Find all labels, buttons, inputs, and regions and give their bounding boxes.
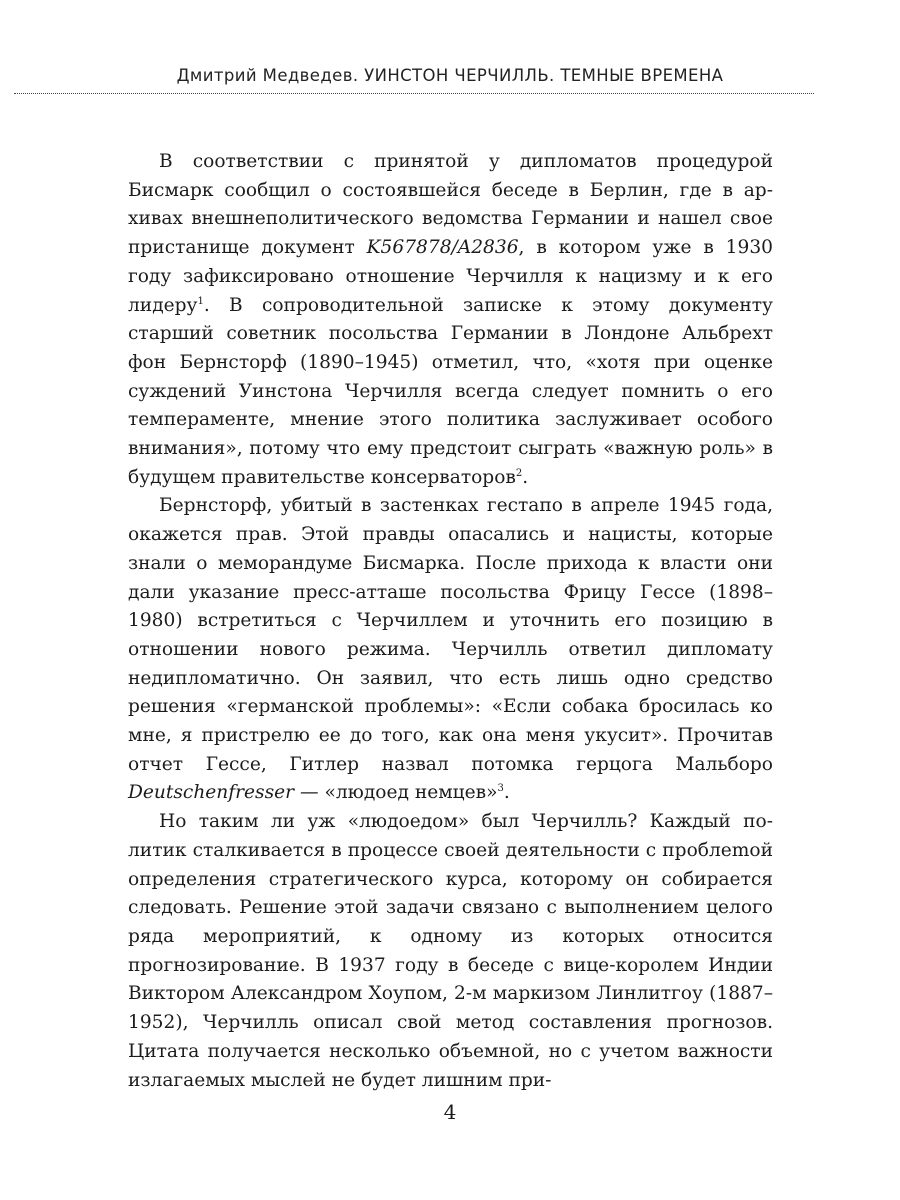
running-head: Дмитрий Медведев. УИНСТОН ЧЕРЧИЛЛЬ. ТЕМНЫЕ ВРЕМЕНА <box>176 66 724 85</box>
paragraph-2 <box>128 492 773 808</box>
paragraph-1-text-b: , в котором уже в 1930 году зафиксировано отношение Черчилля к нацизму и к его лидеру <box>128 237 773 316</box>
paragraph-2-text-c: . <box>503 782 510 804</box>
footnote-ref-1: 1 <box>197 295 204 307</box>
paragraph-1-text-d: . <box>522 466 529 488</box>
foreign-term: Deutschenfresser <box>128 782 295 804</box>
paragraph-1-text-a: В соответствии с принятой у дипломатов процедурой Бисмарк сообщил о состоявшейся беседе в Берлин, где в архивах внешнеполитического ведомства Германии и нашел свое пристанище документ <box>128 151 773 259</box>
paragraph-3-text: Но таким ли уж «людоедом» был Черчилль? Каждый политик сталкивается в процессе своей деятельности с проблеmой определения стратегического курса, которому он собирается следовать. Решение этой задачи связано с выполнением целого ряда мероприятий, к одному из которых относится прогнозирование. В 1937 году в беседе с вице-королем Индии Виктором Александром Хоупом, 2-м маркизом Линлитгоу (1887–1952), Черчилль описал свой метод составления прогнозов. Цитата получается несколько объемной, но с учетом важности излагаемых мыслей не будет лишним при- <box>128 811 773 1091</box>
paragraph-1-text-c: . В сопроводительной записке к этому документу старший советник посольства Германии в Лондоне Альбрехт фон Бернсторф (1890–1945) отметил, что, «хотя при оценке суждений Уинстона Черчилля всегда следует помнить о его темпераменте, мнение этого политика заслуживает особого внимания», потому что ему предстоит сыграть «важную роль» в будущем правительстве консерваторов <box>128 294 773 488</box>
paragraph-2-text-b: — «людоед немцев» <box>294 782 498 804</box>
paragraph-2-text-a: Бернсторф, убитый в застенках гестапо в апреле 1945 года, окажется прав. Этой правды опасались и нацисты, которые знали о меморандуме Бисмарка. После прихода к власти они дали указание пресс-атташе посольства Фрицу Гессе (1898–1980) встретиться с Черчиллем и уточнить его позицию в отношении нового режима. Черчилль ответил дипломату недипломатично. Он заявил, что есть лишь одно средство решения «германской проблемы»: «Если собака бросилась ко мне, я пристрелю ее до того, как она меня укусит». Прочитав отчет Гессе, Гитлер назвал потомка герцога Мальборо <box>128 495 773 775</box>
footnote-ref-3: 3 <box>497 783 504 795</box>
document-code: K567878/A2836 <box>366 237 519 259</box>
page-number: 4 <box>443 1100 457 1124</box>
paragraph-1 <box>128 148 773 492</box>
text-block <box>128 148 773 1095</box>
dotted-rule <box>14 93 814 94</box>
footnote-ref-2: 2 <box>515 467 523 479</box>
paragraph-3 <box>128 808 773 1095</box>
